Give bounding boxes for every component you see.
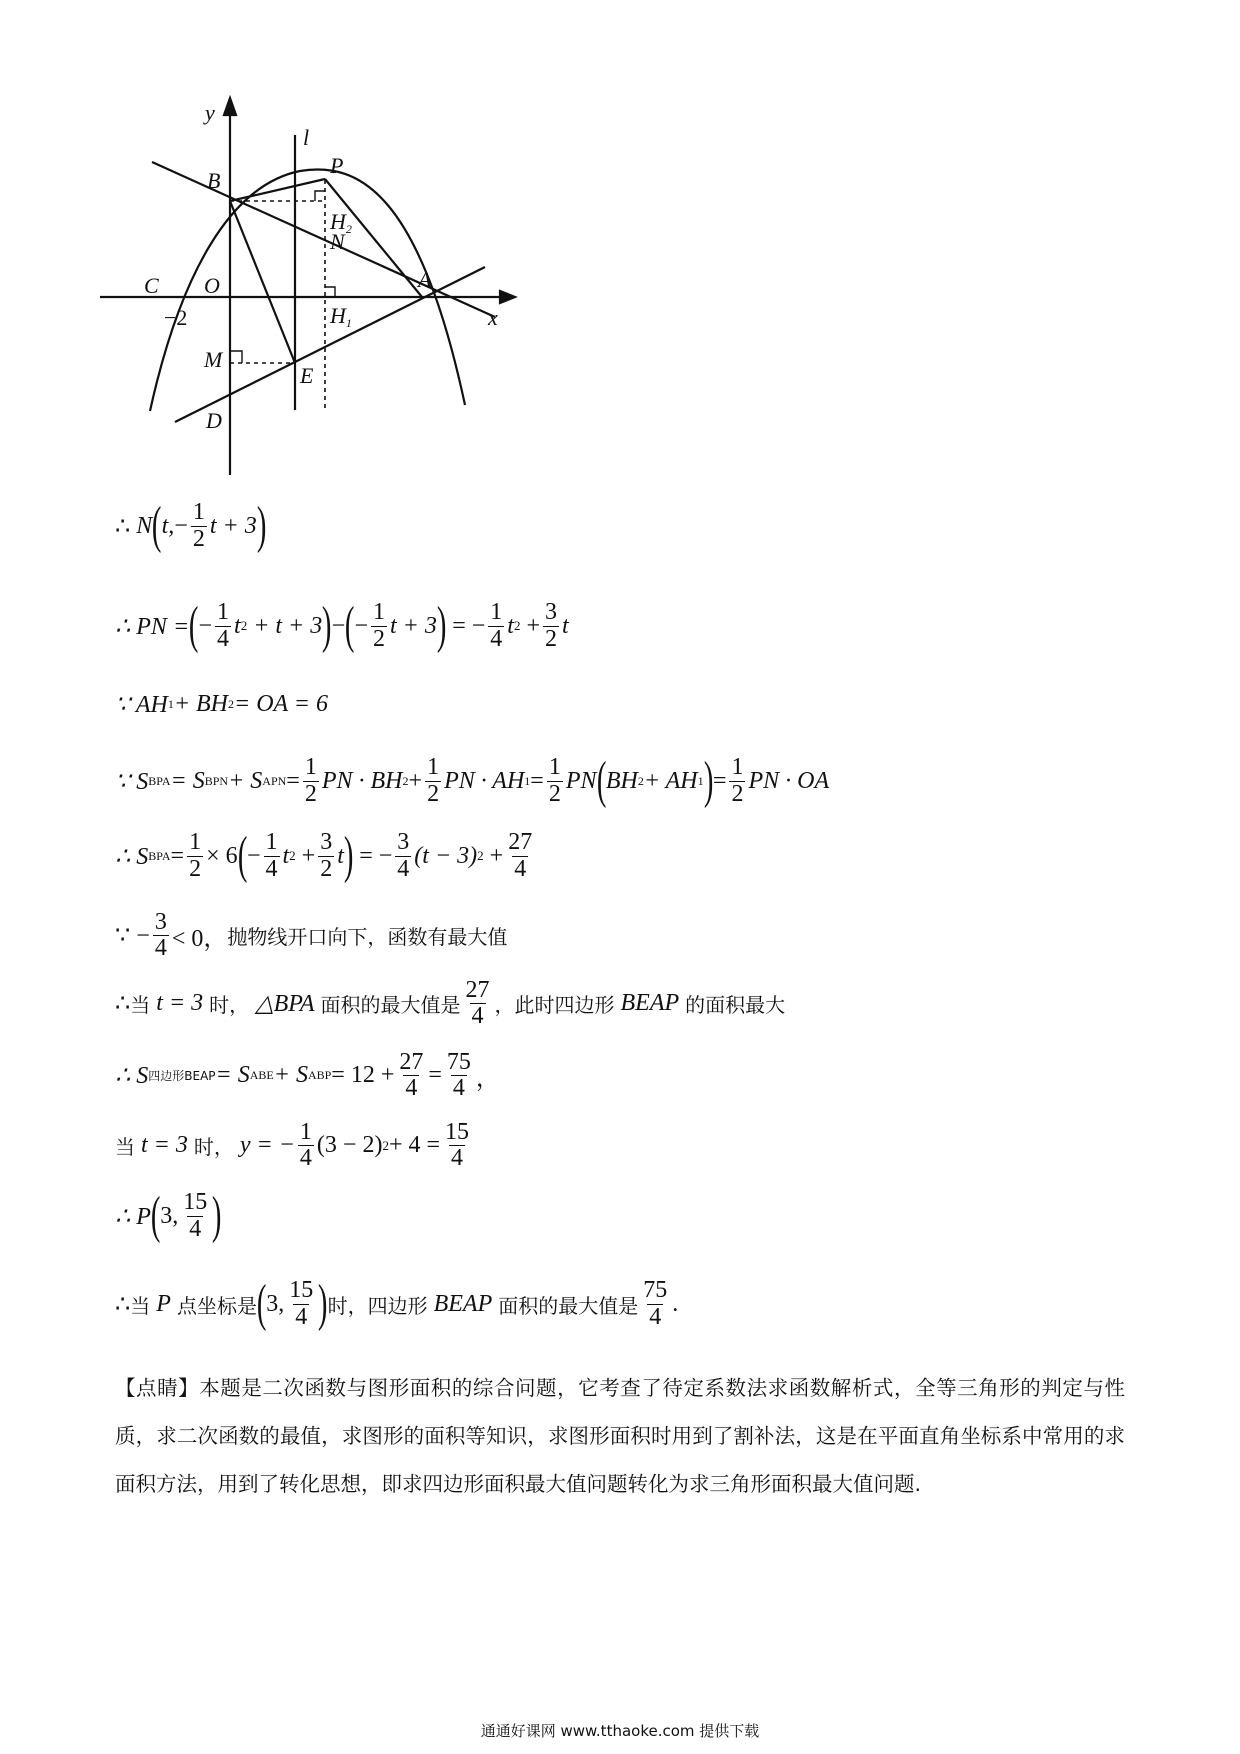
label-l: l — [303, 125, 310, 150]
x-axis-arrow — [500, 291, 515, 303]
label-e: E — [300, 363, 314, 388]
label-d: D — [206, 408, 222, 433]
label-c: C — [144, 273, 159, 298]
right-angle-h1 — [325, 287, 335, 297]
step-opens-down: ∵ − $\frac{3}{4}$ < 0， 抛物线开口向下，函数有最大值 — [115, 909, 508, 962]
segment-be — [230, 201, 295, 363]
label-h1: H1 — [330, 303, 352, 330]
label-p: P — [330, 153, 344, 178]
page-footer: 通通好课网 www.tthaoke.com 提供下载 — [480, 1722, 760, 1740]
geometry-diagram — [100, 95, 580, 475]
step-ah-bh-sum: ∵ AH 1 + BH 2 = OA = 6 — [115, 691, 328, 718]
label-y: y — [205, 100, 215, 125]
commentary-paragraph: 【点睛】本题是二次函数与图形面积的综合问题，它考查了待定系数法求函数解析式，全等三角形的判定与性质，求二次函数的最值，求图形的面积等知识，求图形面积时用到了割补法，这是在平面直角坐标系中常用的求面积方法，用到了转化思想，即求四边形面积最大值问题转化为求三角形面积最大值问题. — [115, 1376, 1125, 1496]
right-angle-m — [230, 351, 242, 363]
step-quad-area: ∴ S 四边形BEAP = S ABE + S ABP = 12 + $\frac{27}{4}$ = $\frac{75}{4}$ ， — [115, 1049, 500, 1102]
label-minus2: −2 — [164, 305, 188, 330]
step-area-split: ∵ S BPA = S BPN + S APN = $\frac{1}{2}$ PN · BH 2 + $\frac{1}{2}$ PN · AH 1 = $\frac{1}{2}$ PN ( BH 2 + AH 1 ) = $\frac{1}{2}$ PN · OA — [115, 752, 830, 809]
label-o: O — [204, 273, 220, 298]
label-h2: H2 — [330, 209, 352, 236]
label-x: x — [488, 305, 498, 330]
step-max-triangle: ∴ 当 t = 3 时， △BPA 面积的最大值是 $\frac{27}{4}$ ，此时四边形 BEAP 的面积最大 — [115, 977, 786, 1030]
step-p-coordinates: ∴ P ( 3, $\frac{15}{4}$ ) — [115, 1187, 222, 1244]
label-a: A — [418, 267, 432, 292]
step-n-coordinates: ∴ N ( t, − $\frac{1}{2}$ t + 3 ) — [115, 497, 267, 554]
y-axis-arrow — [224, 98, 236, 115]
right-angle-h2 — [315, 191, 325, 201]
step-y-value: 当 t = 3 时， y = − $\frac{1}{4}$ (3 − 2) 2 + 4 = $\frac{15}{4}$ — [115, 1119, 470, 1172]
line-da — [175, 267, 485, 422]
step-pn-length: ∴ PN = ( − $\frac{1}{4}$ t 2 + t + 3 ) − ( − $\frac{1}{2}$ t + 3 ) = − $\frac{1}{4}$ t 2 + $\frac{3}{2}$ t — [115, 597, 569, 654]
label-m: M — [204, 347, 223, 372]
label-b: B — [207, 168, 221, 193]
step-conclusion: ∴ 当 P 点坐标是 ( 3, $\frac{15}{4}$ ) 时，四边形 BEAP 面积的最大值是 $\frac{75}{4}$ . — [115, 1275, 679, 1332]
segment-bp — [230, 179, 325, 201]
label-n: N — [330, 229, 345, 254]
step-area-expression: ∴ S BPA = $\frac{1}{2}$ × 6 ( − $\frac{1}{4}$ t 2 + $\frac{3}{2}$ t ) = − $\frac{3}{4}$ (t − 3) 2 + $\frac{27}{4}$ — [115, 827, 533, 884]
